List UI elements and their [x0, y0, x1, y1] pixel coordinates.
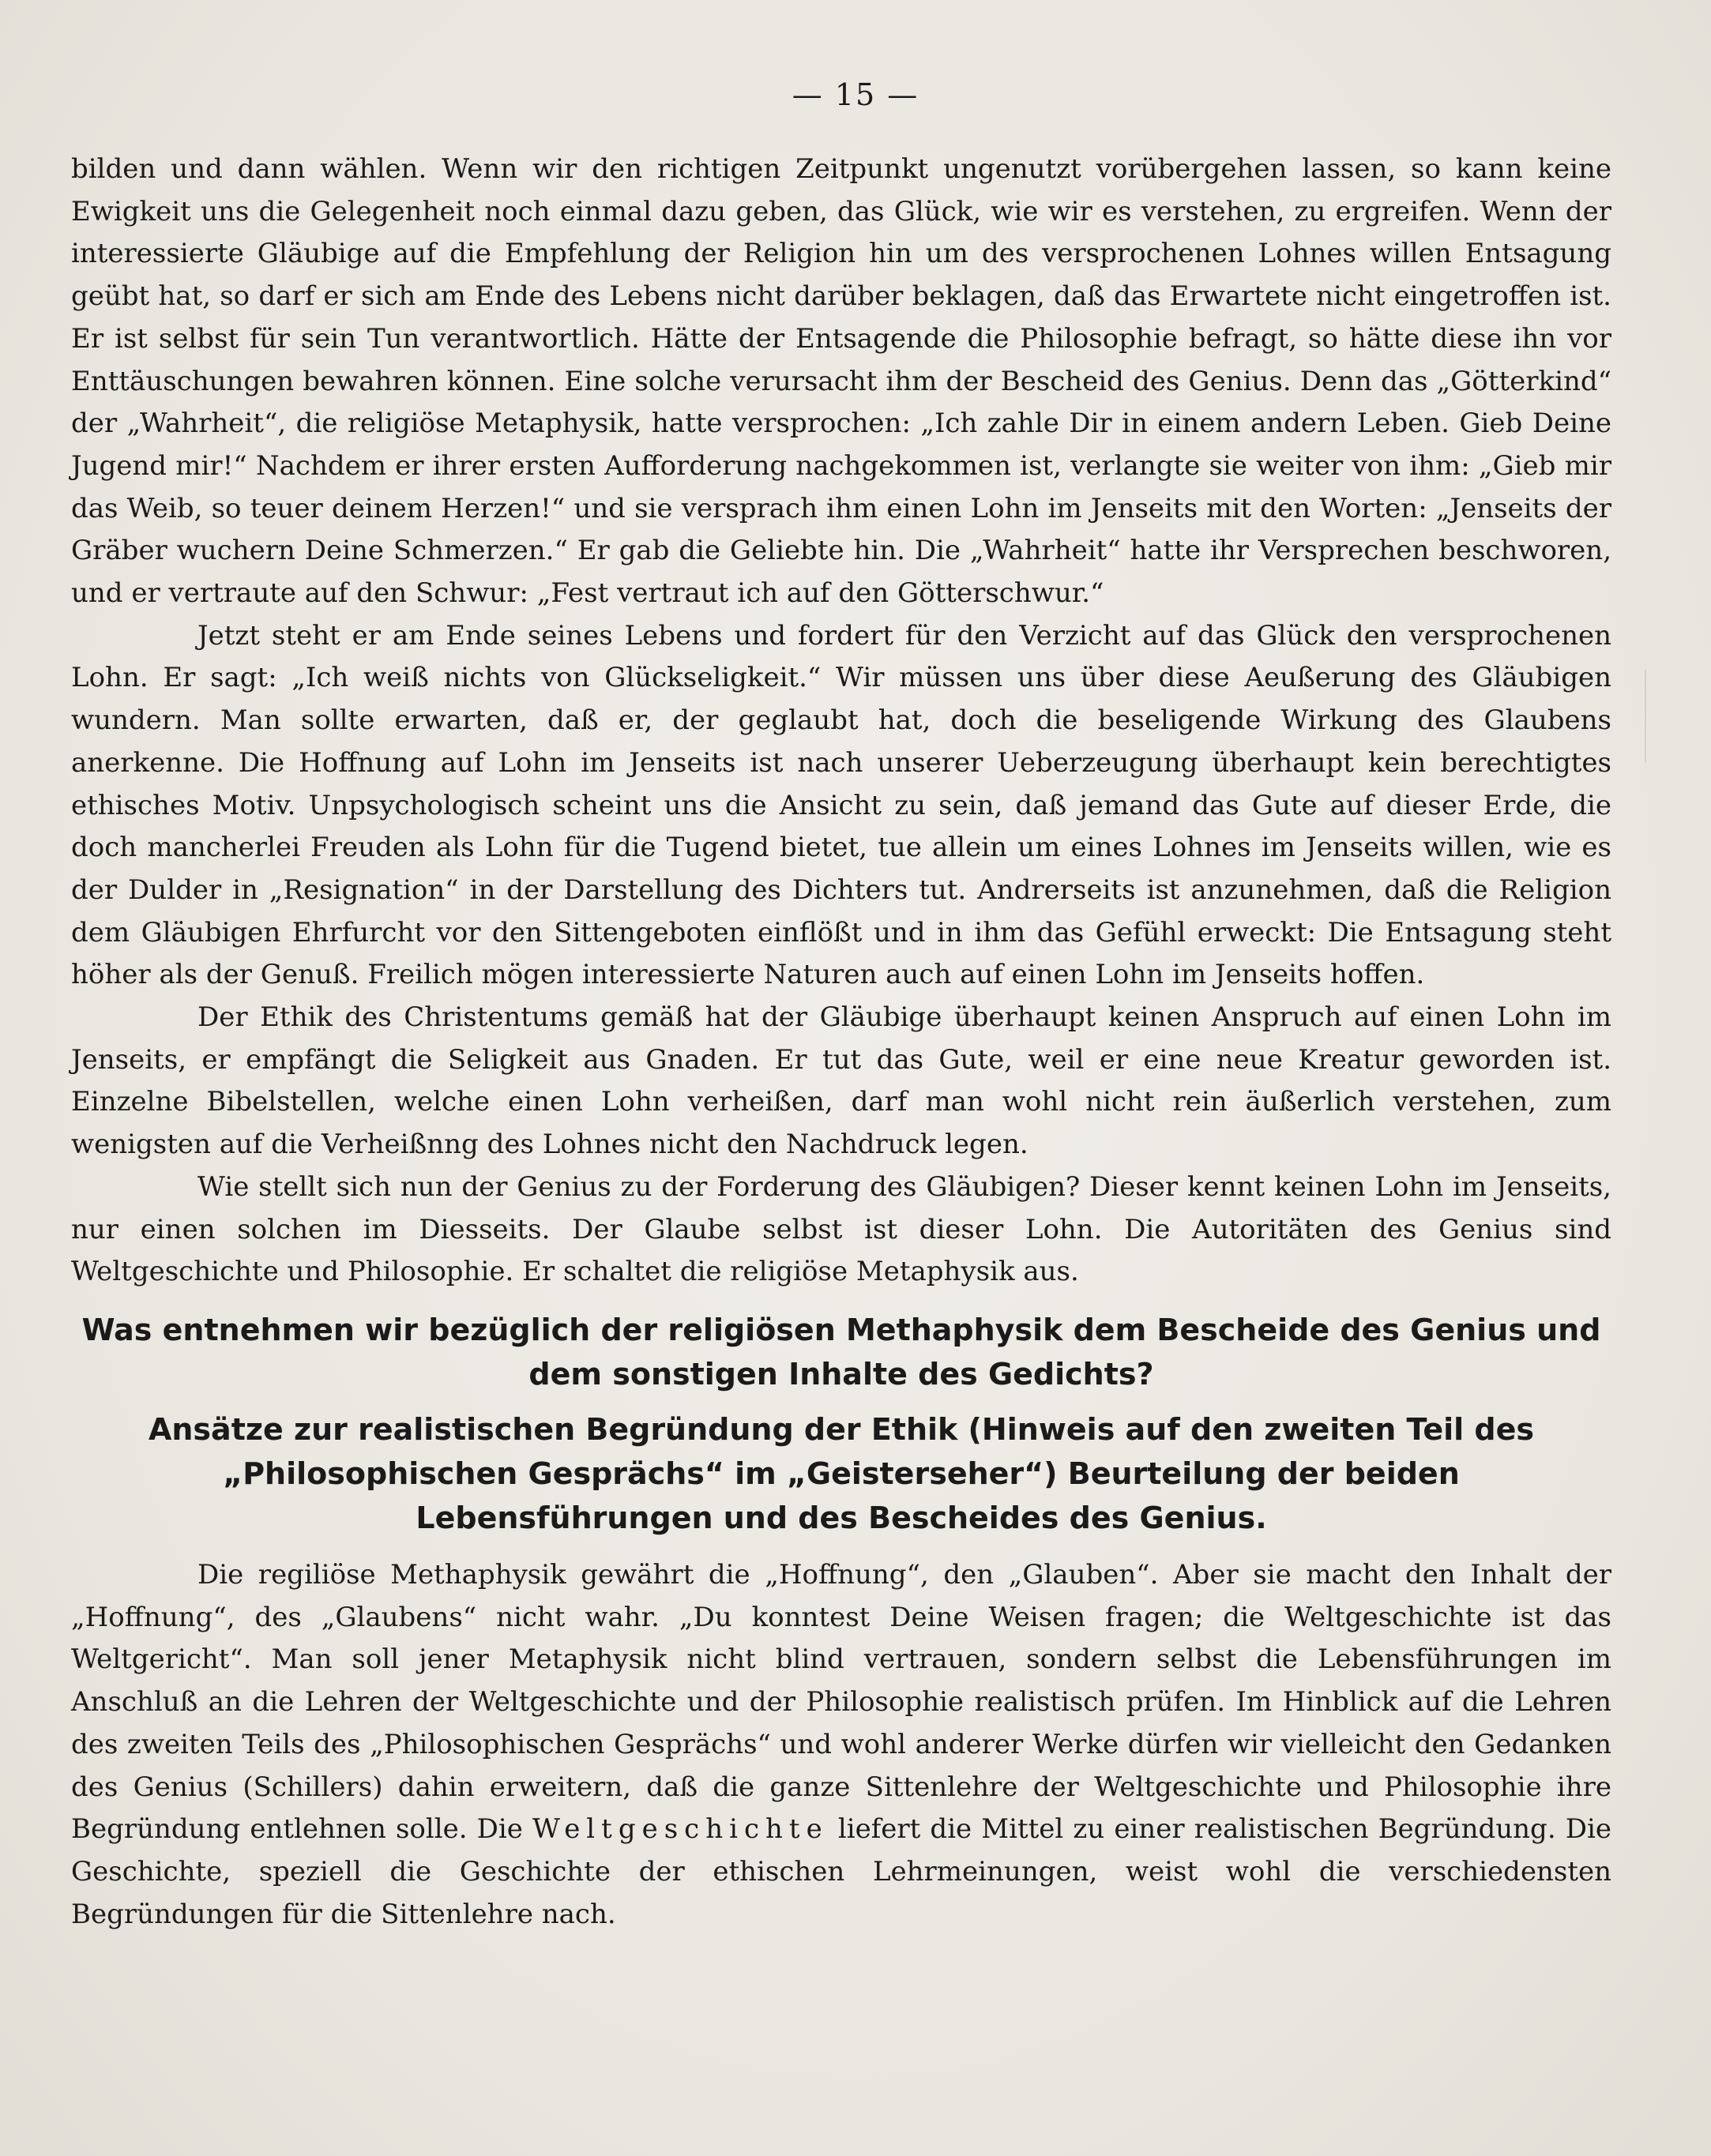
- paragraph: Jetzt steht er am Ende seines Lebens und fordert für den Verzicht auf das Glück den versprochenen Lohn. Er sagt: „Ich weiß nichts von Glückseligkeit.“ Wir müssen uns über diese Aeußerung des Gläubigen wundern. Man sollte erwarten, daß er, der geglaubt hat, doch die beseligende Wirkung des Glaubens anerkenne. Die Hoffnung auf Lohn im Jenseits ist nach unserer Ueberzeugung überhaupt kein berechtigtes ethisches Motiv. Unpsychologisch scheint uns die Ansicht zu sein, daß jemand das Gute auf dieser Erde, die doch mancherlei Freuden als Lohn für die Tugend bietet, tue allein um eines Lohnes im Jenseits willen, wie es der Dulder in „Resignation“ in der Darstellung des Dichters tut. Andrerseits ist anzunehmen, daß die Religion dem Gläubigen Ehrfurcht vor den Sittengeboten einflößt und in ihm das Gefühl erweckt: Die Entsagung steht höher als der Genuß. Freilich mögen interessierte Naturen auch auf einen Lohn im Jenseits hoffen.: [71, 619, 1611, 991]
- paragraph-text: liefert die Mittel zu einer realistischen Begründung. Die Geschichte, speziell die Geschichte der ethischen Lehrmeinungen, weist wohl die verschiedensten Begründungen für die Sittenlehre nach.: [71, 1813, 1611, 1930]
- margin-mark: [1645, 670, 1646, 763]
- section-heading: Ansätze zur realistischen Begründung der Ethik (Hinweis auf den zweiten Teil des „Philosophischen Gesprächs“ im „Geisterseher“) Beurteilung der beiden Lebensführungen und des Bescheides des Genius.: [148, 1411, 1535, 1535]
- paragraph: bilden und dann wählen. Wenn wir den richtigen Zeitpunkt ungenutzt vorübergehen lassen, so kann keine Ewigkeit uns die Gelegenheit noch einmal dazu geben, das Glück, wie wir es verstehen, zu ergreifen. Wenn der interessierte Gläubige auf die Empfehlung der Religion hin um des versprochenen Lohnes willen Entsagung geübt hat, so darf er sich am Ende des Lebens nicht darüber beklagen, daß das Erwartete nicht eingetroffen ist. Er ist selbst für sein Tun verantwortlich. Hätte der Entsagende die Philosophie befragt, so hätte diese ihn vor Enttäuschungen bewahren können. Eine solche verursacht ihm der Bescheid des Genius. Denn das „Götterkind“ der „Wahrheit“, die religiöse Metaphysik, hatte versprochen: „Ich zahle Dir in einem andern Leben. Gieb Deine Jugend mir!“ Nachdem er ihrer ersten Aufforderung nachgekommen ist, verlangte sie weiter von ihm: „Gieb mir das Weib, so teuer deinem Herzen!“ und sie versprach ihm einen Lohn im Jenseits mit den Worten: „Jenseits der Gräber wuchern Deine Schmerzen.“ Er gab die Geliebte hin. Die „Wahrheit“ hatte ihr Versprechen beschworen, und er vertraute auf den Schwur: „Fest vertraut ich auf den Götterschwur.“: [71, 153, 1611, 610]
- paragraph: [71, 1554, 1611, 1936]
- paragraph: Wie stellt sich nun der Genius zu der Forderung des Gläubigen? Dieser kennt keinen Lohn im Jenseits, nur einen solchen im Diesseits. Der Glaube selbst ist dieser Lohn. Die Autoritäten des Genius sind Weltgeschichte und Philosophie. Er schaltet die religiöse Metaphysik aus.: [71, 1170, 1611, 1288]
- emphasized-word: Weltgeschichte: [532, 1813, 829, 1846]
- paragraph: Der Ethik des Christentums gemäß hat der Gläubige überhaupt keinen Anspruch auf einen Lohn im Jenseits, er empfängt die Seligkeit aus Gnaden. Er tut das Gute, weil er eine neue Kreatur geworden ist. Einzelne Bibelstellen, welche einen Lohn verheißen, darf man wohl nicht rein äußerlich verstehen, zum wenigsten auf die Verheißnng des Lohnes nicht den Nachdruck legen.: [71, 1001, 1611, 1161]
- page-content: [71, 148, 1611, 1936]
- paragraph-text: Die regiliöse Methaphysik gewährt die „Hoffnung“, den „Glauben“. Aber sie macht den Inhalt der „Hoffnung“, des „Glaubens“ nicht wahr. „Du konntest Deine Weisen fragen; die Weltgeschichte ist das Weltgericht“. Man soll jener Metaphysik nicht blind vertrauen, sondern selbst die Lebensführungen im Anschluß an die Lehren der Weltgeschichte und der Philosophie realistisch prüfen. Im Hinblick auf die Lehren des zweiten Teils des „Philosophischen Gesprächs“ und wohl anderer Werke dürfen wir vielleicht den Gedanken des Genius (Schillers) dahin erweitern, daß die ganze Sittenlehre der Weltgeschichte und Philosophie ihre Begründung entlehnen solle. Die: [71, 1558, 1611, 1846]
- page-number: — 15 —: [792, 77, 919, 112]
- section-heading: Was entnehmen wir bezüglich der religiösen Methaphysik dem Bescheide des Genius und dem sonstigen Inhalte des Gedichts?: [81, 1312, 1601, 1392]
